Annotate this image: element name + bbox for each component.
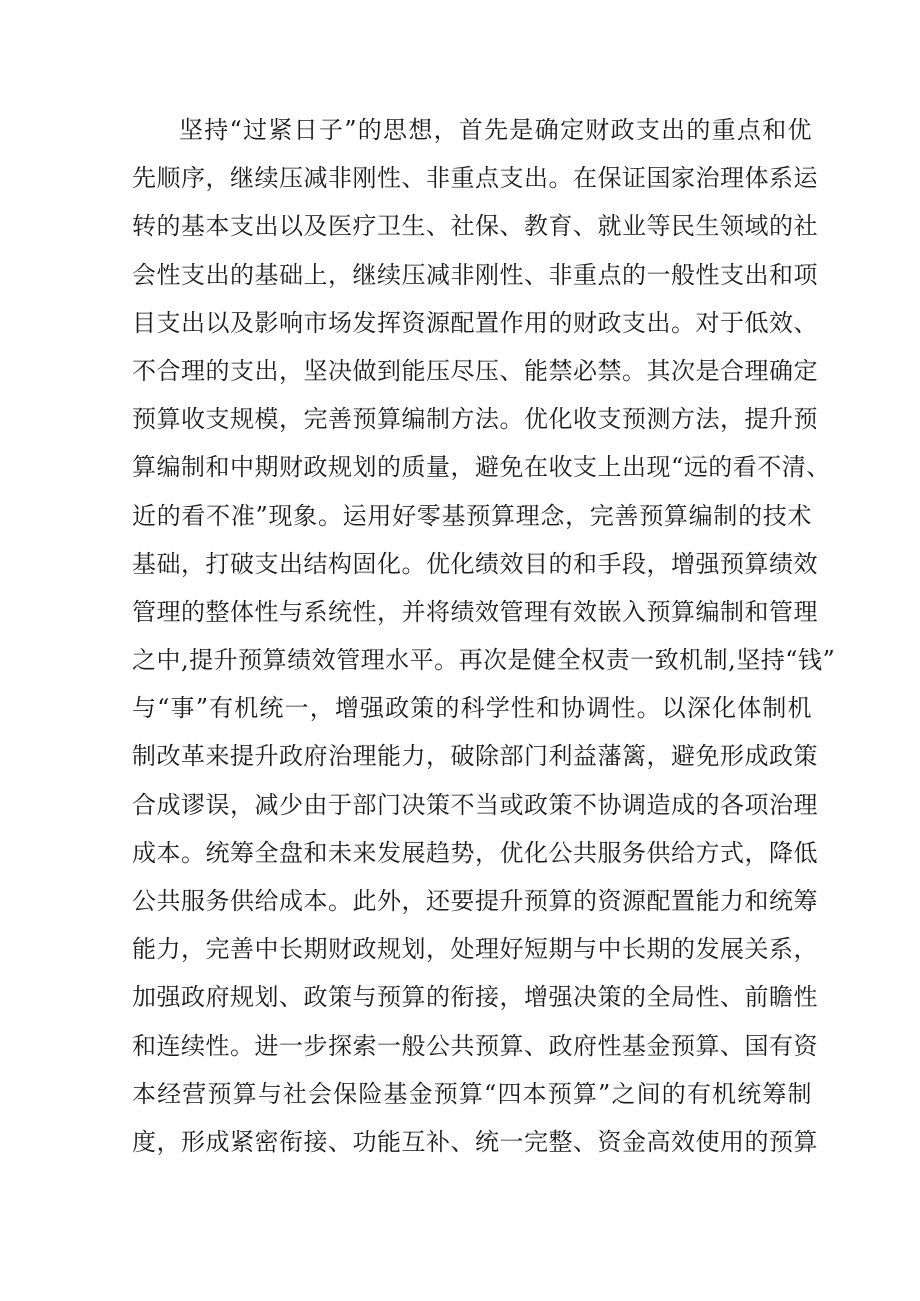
paragraph-line-6: 不合理的支出，坚决做到能压尽压、能禁必禁。其次是合理确定 xyxy=(132,356,818,385)
paragraph-line-7: 预算收支规模，完善预算编制方法。优化收支预测方法，提升预 xyxy=(132,405,818,434)
paragraph-line-21: 本经营预算与社会保险基金预算“四本预算”之间的有机统筹制 xyxy=(132,1079,812,1108)
paragraph-line-15: 合成谬误，减少由于部门决策不当或政策不协调造成的各项治理 xyxy=(132,790,818,819)
paragraph-line-12: 之中,提升预算绩效管理水平。再次是健全权责一致机制,坚持“钱” xyxy=(132,646,836,675)
paragraph-line-8: 算编制和中期财政规划的质量，避免在收支上出现“远的看不清、 xyxy=(132,453,831,482)
paragraph-line-22: 度，形成紧密衔接、功能互补、统一完整、资金高效使用的预算 xyxy=(132,1127,818,1156)
paragraph-line-9: 近的看不准”现象。运用好零基预算理念，完善预算编制的技术 xyxy=(132,501,812,530)
paragraph-line-16: 成本。统筹全盘和未来发展趋势，优化公共服务供给方式，降低 xyxy=(132,838,818,867)
paragraph-line-11: 管理的整体性与系统性，并将绩效管理有效嵌入预算编制和管理 xyxy=(132,597,818,626)
paragraph-line-18: 能力，完善中长期财政规划，处理好短期与中长期的发展关系， xyxy=(132,935,818,964)
paragraph-line-4: 会性支出的基础上，继续压减非刚性、非重点的一般性支出和项 xyxy=(132,260,818,289)
paragraph-line-14: 制改革来提升政府治理能力，破除部门利益藩篱，避免形成政策 xyxy=(132,742,818,771)
paragraph-line-20: 和连续性。进一步探索一般公共预算、政府性基金预算、国有资 xyxy=(132,1031,818,1060)
paragraph-line-10: 基础，打破支出结构固化。优化绩效目的和手段，增强预算绩效 xyxy=(132,549,818,578)
paragraph-line-1: 坚持“过紧日子”的思想，首先是确定财政支出的重点和优 xyxy=(179,116,812,144)
body-paragraph xyxy=(132,106,836,1166)
paragraph-line-3: 转的基本支出以及医疗卫生、社保、教育、就业等民生领域的社 xyxy=(132,212,818,241)
paragraph-line-2: 先顺序，继续压减非刚性、非重点支出。在保证国家治理体系运 xyxy=(132,164,818,193)
paragraph-line-17: 公共服务供给成本。此外，还要提升预算的资源配置能力和统筹 xyxy=(132,887,818,915)
paragraph-line-13: 与“事”有机统一，增强政策的科学性和协调性。以深化体制机 xyxy=(132,694,812,723)
paragraph-line-19: 加强政府规划、政策与预算的衔接，增强决策的全局性、前瞻性 xyxy=(132,983,818,1012)
paragraph-line-5: 目支出以及影响市场发挥资源配置作用的财政支出。对于低效、 xyxy=(132,308,818,337)
